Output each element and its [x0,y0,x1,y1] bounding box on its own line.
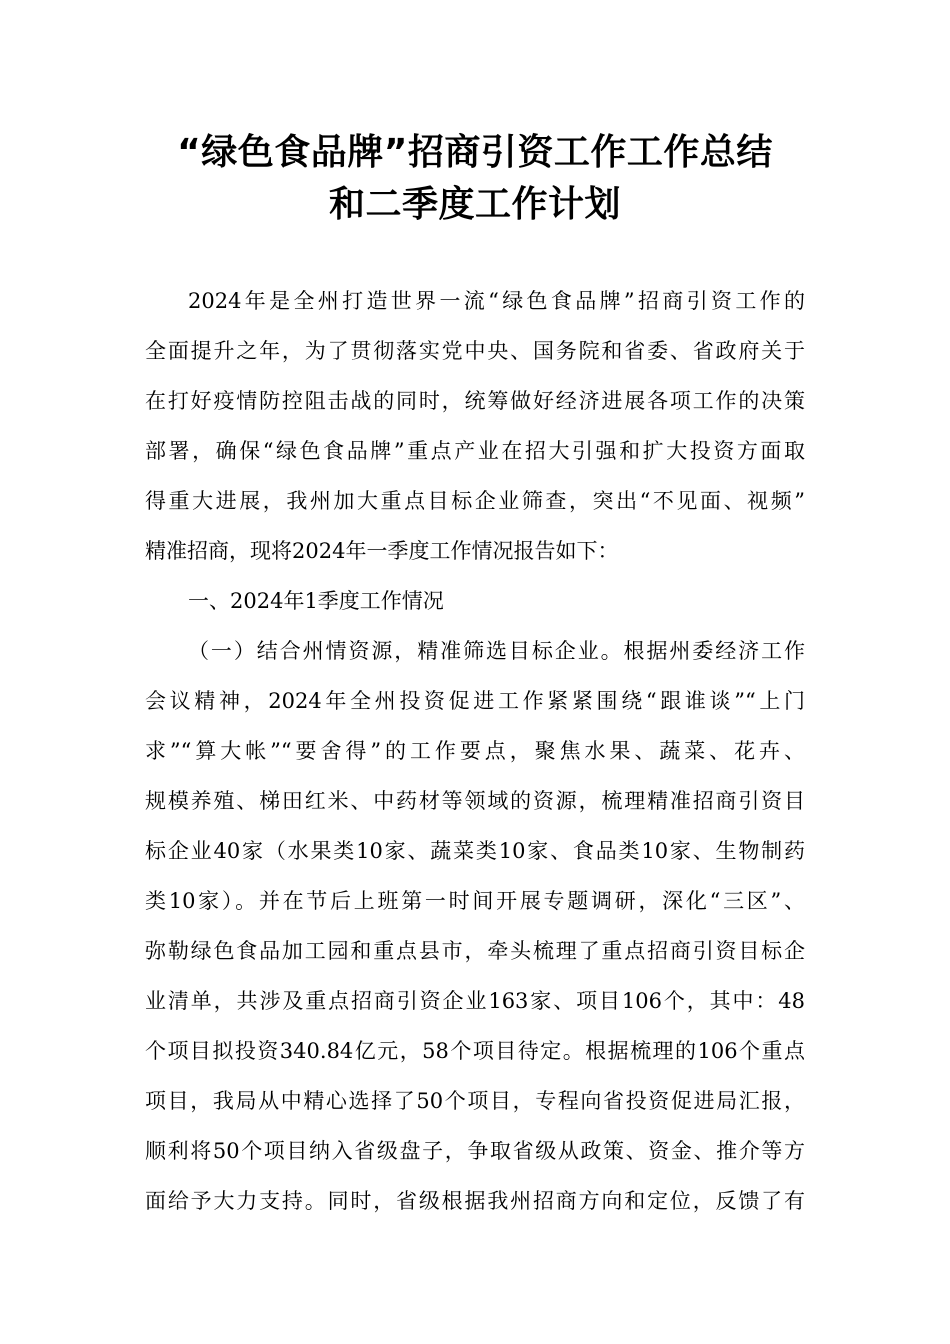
document-title-line-2: 和二季度工作计划 [328,184,621,225]
paragraph-line: 全面提升之年，为了贯彻落实党中央、国务院和省委、省政府关于 [145,339,805,363]
paragraph-line: 类10家）。并在节后上班第一时间开展专题调研，深化“三区”、 [145,889,805,913]
paragraph-line: 弥勒绿色食品加工园和重点县市，牵头梳理了重点招商引资目标企 [145,939,805,963]
paragraph-line: 标企业40家（水果类10家、蔬菜类10家、食品类10家、生物制药 [145,839,805,863]
section-heading: 一、2024年1季度工作情况 [188,589,444,613]
paragraph-line: 在打好疫情防控阻击战的同时，统筹做好经济进展各项工作的决策 [145,389,805,413]
paragraph-line: 部署，确保“绿色食品牌”重点产业在招大引强和扩大投资方面取 [145,439,805,463]
paragraph-line: 精准招商，现将2024年一季度工作情况报告如下： [145,539,619,563]
paragraph-line: （一）结合州情资源，精准筛选目标企业。根据州委经济工作 [188,639,805,663]
paragraph-line: 业清单，共涉及重点招商引资企业163家、项目106个，其中：48 [145,989,805,1013]
paragraph-line: 面给予大力支持。同时，省级根据我州招商方向和定位，反馈了有 [145,1189,805,1213]
paragraph-line: 2024年是全州打造世界一流“绿色食品牌”招商引资工作的 [188,289,805,313]
paragraph-line: 个项目拟投资340.84亿元，58个项目待定。根据梳理的106个重点 [145,1039,805,1063]
document-title-line-1: “绿色食品牌”招商引资工作工作总结 [177,132,773,173]
paragraph-line: 顺利将50个项目纳入省级盘子，争取省级从政策、资金、推介等方 [145,1139,805,1163]
paragraph-line: 会议精神，2024年全州投资促进工作紧紧围绕“跟谁谈”“上门 [145,689,805,713]
paragraph-line: 求”“算大帐”“要舍得”的工作要点，聚焦水果、蔬菜、花卉、 [145,739,805,763]
paragraph-line: 项目，我局从中精心选择了50个项目，专程向省投资促进局汇报， [145,1089,805,1113]
paragraph-line: 得重大进展，我州加大重点目标企业筛查，突出“不见面、视频” [145,489,805,513]
paragraph-line: 规模养殖、梯田红米、中药材等领域的资源，梳理精准招商引资目 [145,789,805,813]
